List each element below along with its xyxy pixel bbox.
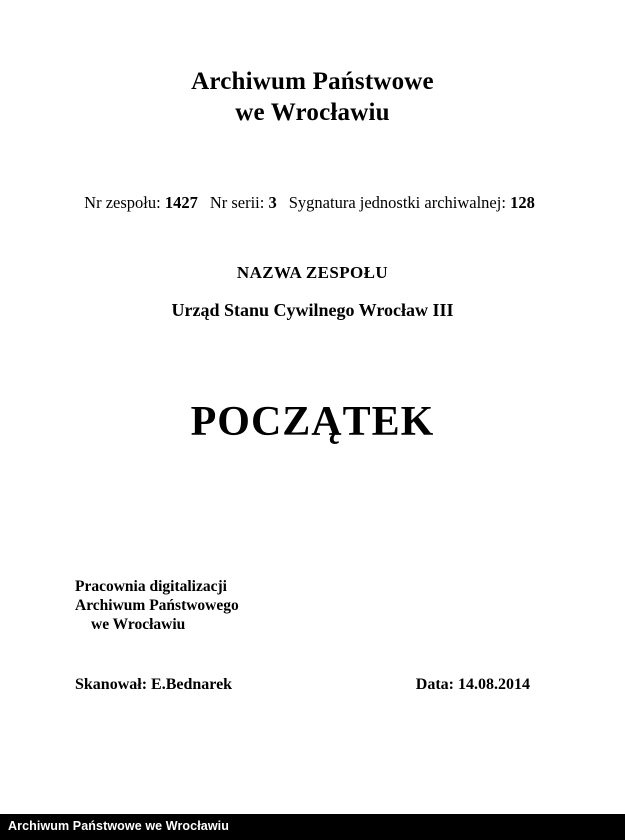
unit-signature-value: 128 bbox=[510, 193, 535, 212]
fonds-number-value: 1427 bbox=[164, 193, 198, 212]
fonds-name-label: NAZWA ZESPOŁU bbox=[236, 263, 389, 282]
footer-institution-label: Archiwum Państwowe we Wrocławiu bbox=[8, 819, 229, 833]
footer-bar bbox=[0, 814, 625, 840]
series-number-value: 3 bbox=[268, 193, 277, 212]
scan-date: Data: 14.08.2014 bbox=[415, 676, 530, 693]
unit-signature-label: Sygnatura jednostki archiwalnej: bbox=[288, 193, 506, 212]
workshop-line1: Pracownia digitalizacji bbox=[75, 578, 227, 595]
digitization-workshop-block bbox=[75, 577, 239, 634]
workshop-line3: we Wrocławiu bbox=[91, 616, 186, 633]
fonds-number-label: Nr zespołu: bbox=[84, 193, 161, 212]
archive-title bbox=[0, 66, 625, 128]
begin-marker: POCZĄTEK bbox=[190, 399, 435, 445]
scanned-by: Skanował: E.Bednarek bbox=[75, 676, 233, 693]
fonds-number-group bbox=[84, 193, 198, 212]
fonds-name-value: Urząd Stanu Cywilnego Wrocław III bbox=[171, 300, 454, 320]
series-number-label: Nr serii: bbox=[209, 193, 265, 212]
archive-title-line2: we Wrocławiu bbox=[235, 99, 390, 126]
workshop-line2: Archiwum Państwowego bbox=[75, 597, 239, 614]
series-number-group bbox=[210, 193, 277, 212]
reference-numbers-row bbox=[0, 193, 625, 213]
unit-signature-group bbox=[289, 193, 535, 212]
archive-title-line1: Archiwum Państwowe bbox=[191, 68, 434, 95]
